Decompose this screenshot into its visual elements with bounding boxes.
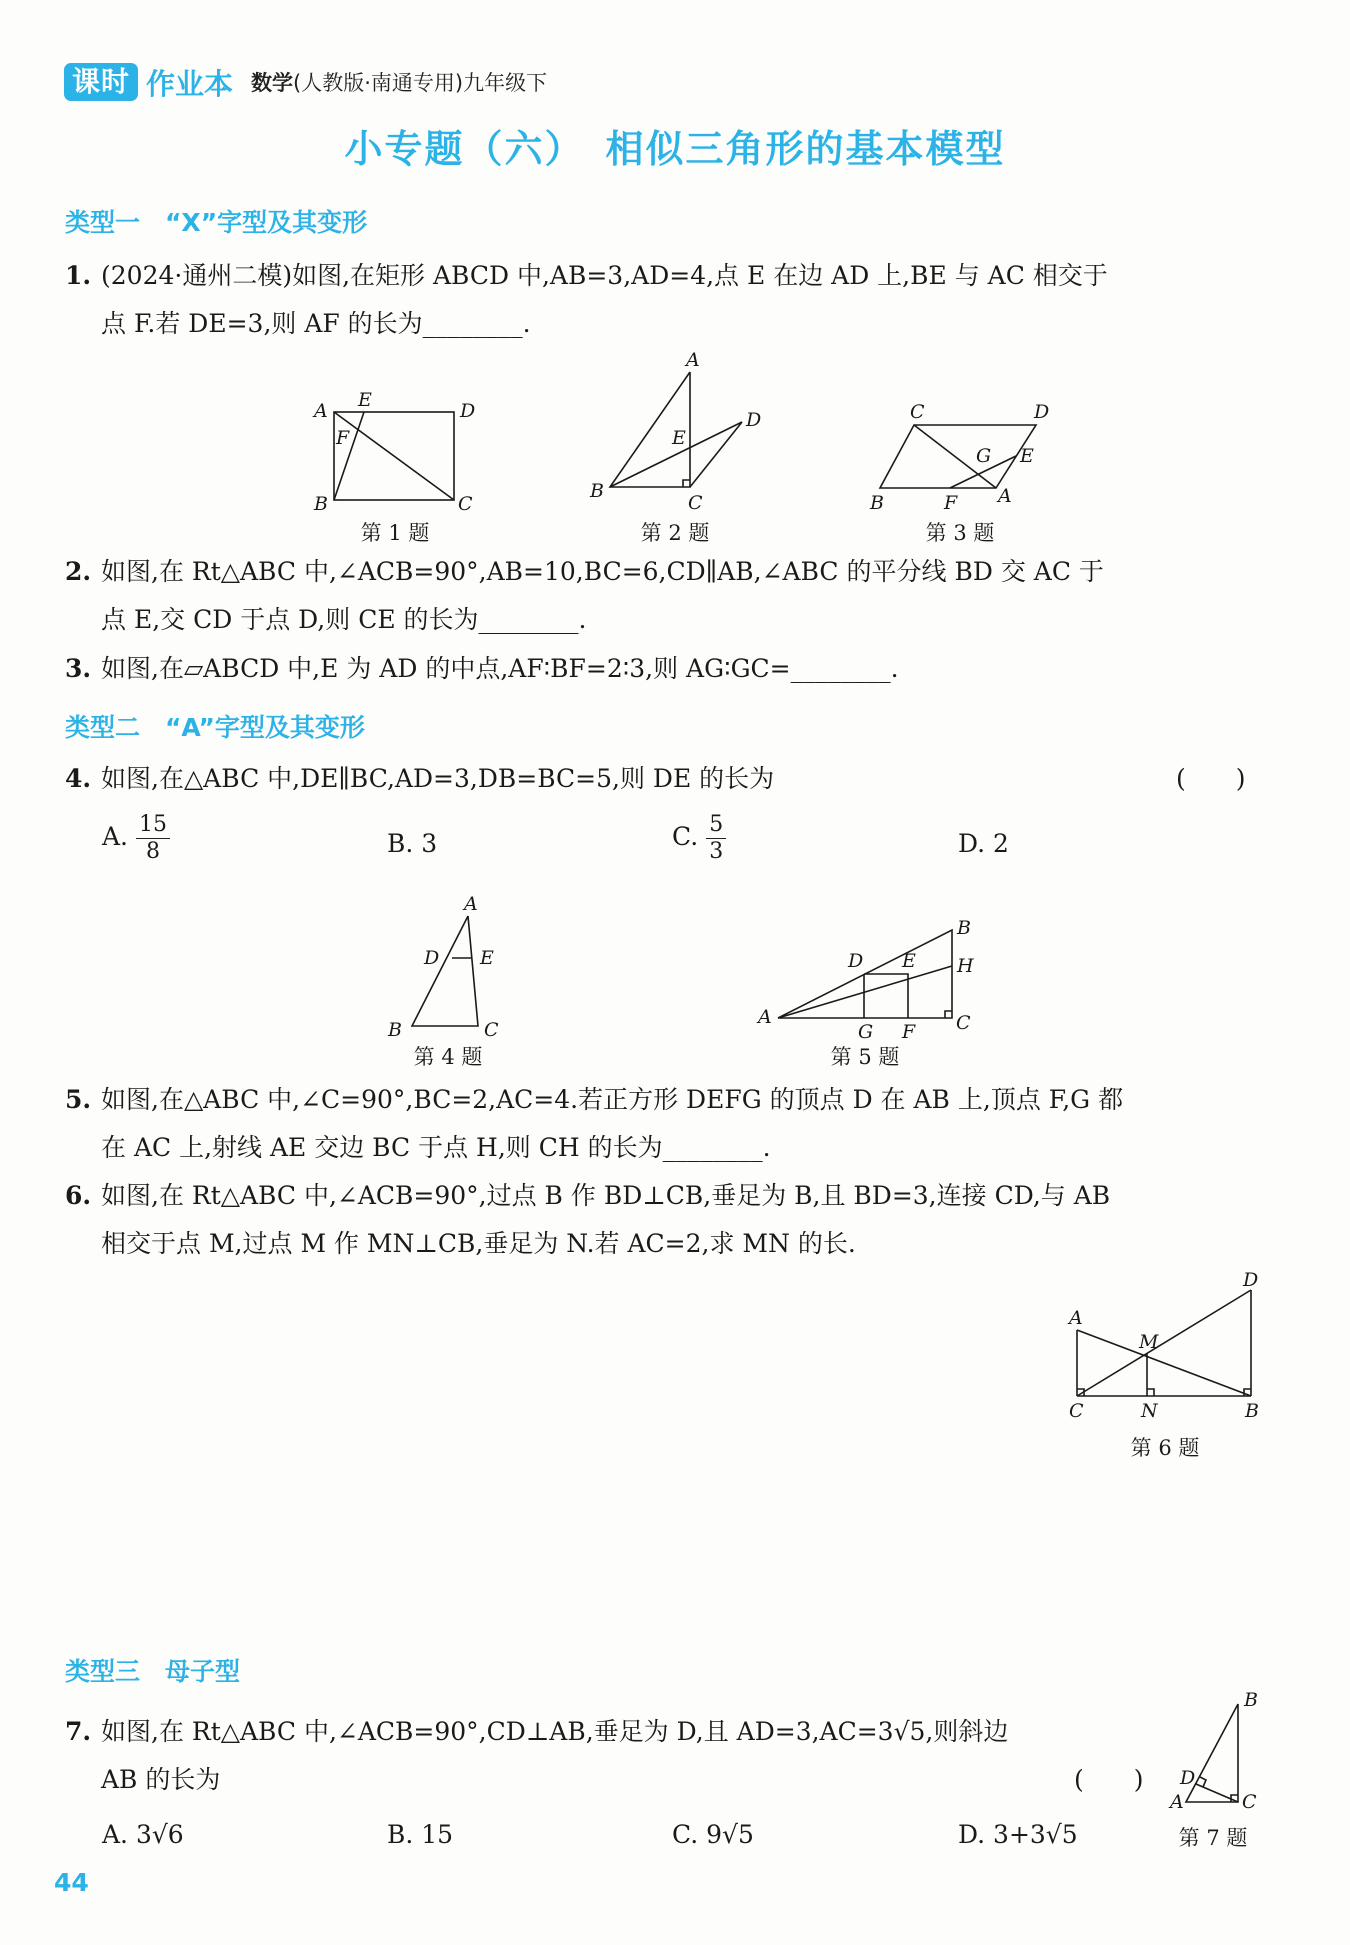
question-1 — [65, 252, 1265, 348]
section-type-2: 类型二 “A”字型及其变形 — [65, 713, 365, 742]
fig3-label-e: E — [1020, 445, 1034, 467]
figure-6 — [1055, 1272, 1275, 1432]
q5-line1: 如图,在△ABC 中,∠C=90°,BC=2,AC=4.若正方形 DEFG 的顶点 D 在 AB 上,顶点 F,G 都 — [101, 1085, 1124, 1114]
q4-option-c-numerator: 5 — [706, 812, 726, 839]
fig2-right-angle-mark — [683, 480, 690, 487]
fig6-label-m: M — [1139, 1331, 1159, 1353]
q7-line1: 如图,在 Rt△ABC 中,∠ACB=90°,CD⊥AB,垂足为 D,且 AD=3,AC=3√5,则斜边 — [101, 1717, 1009, 1746]
fig1-label-f: F — [336, 427, 350, 449]
fig1-segment-be — [334, 412, 364, 500]
q7-line2: AB 的长为 — [101, 1765, 221, 1794]
fig4-label-d: D — [424, 947, 440, 969]
q6-number: 6. — [65, 1181, 92, 1210]
fig3-label-c: C — [910, 401, 925, 423]
q1-number: 1. — [65, 261, 92, 290]
header-subtitle — [251, 67, 547, 97]
fig5-right-angle-mark — [945, 1011, 952, 1018]
q5-number: 5. — [65, 1085, 92, 1114]
fig6-label-b: B — [1245, 1400, 1259, 1422]
subject: 数学 — [251, 71, 294, 95]
figure-2 — [580, 352, 780, 517]
question-7 — [65, 1708, 1145, 1804]
fig7-caption: 第 7 题 — [1178, 1826, 1248, 1850]
q4-option-c — [672, 812, 726, 865]
fig6-label-d: D — [1243, 1272, 1259, 1291]
fig5-label-f: F — [902, 1021, 916, 1042]
page-title: 小专题（六） 相似三角形的基本模型 — [344, 127, 1006, 171]
q4-option-c-fraction — [706, 812, 726, 865]
fig4-label-b: B — [388, 1019, 402, 1038]
q4-option-a-denominator: 8 — [146, 839, 161, 864]
fig2-label-a: A — [686, 352, 700, 371]
q5-line2: 在 AC 上,射线 AE 交边 BC 于点 H,则 CH 的长为________. — [101, 1133, 771, 1162]
fig2-label-c: C — [688, 492, 703, 514]
fig3-label-f: F — [944, 492, 958, 514]
fig4-triangle-abc — [412, 916, 478, 1026]
fig1-label-e: E — [358, 390, 372, 411]
q7-option-b: B. 15 — [387, 1820, 454, 1849]
fig2-label-b: B — [590, 480, 604, 502]
fig2-caption: 第 2 题 — [640, 521, 710, 545]
fig3-label-a: A — [998, 485, 1012, 507]
q3-line1: 如图,在▱ABCD 中,E 为 AD 的中点,AF∶BF=2∶3,则 AG∶GC=________. — [101, 654, 899, 683]
brand-name: 作业本 — [146, 66, 234, 101]
q6-line2: 相交于点 M,过点 M 作 MN⊥CB,垂足为 N.若 AC=2,求 MN 的长. — [101, 1229, 856, 1258]
fig3-parallelogram — [880, 425, 1036, 488]
fig7-label-d: D — [1180, 1767, 1196, 1789]
fig6-segment-ab — [1077, 1330, 1251, 1396]
fig7-label-a: A — [1170, 1791, 1184, 1813]
q4-option-a-fraction — [136, 812, 170, 865]
q4-option-d: D. 2 — [958, 829, 1009, 858]
fig6-segment-cd — [1077, 1290, 1251, 1396]
fig5-label-e: E — [902, 950, 916, 972]
fig1-diagonal-ac — [334, 412, 454, 500]
figure-4 — [380, 888, 530, 1038]
fig2-label-e: E — [672, 427, 686, 449]
question-2 — [65, 548, 1265, 644]
question-3 — [65, 645, 1265, 693]
q7-answer-paren: ( ) — [1074, 1765, 1144, 1794]
fig1-caption: 第 1 题 — [360, 521, 430, 545]
logo: 课时 — [64, 63, 138, 101]
section-type-3: 类型三 母子型 — [65, 1657, 241, 1686]
header-brand — [64, 62, 547, 102]
section-type-1: 类型一 “X”字型及其变形 — [65, 208, 368, 237]
figure-7 — [1160, 1686, 1270, 1816]
fig5-label-d: D — [848, 950, 864, 972]
fig6-label-a: A — [1069, 1307, 1083, 1329]
fig3-caption: 第 3 题 — [925, 521, 995, 545]
fig5-label-c: C — [956, 1012, 971, 1034]
q4-option-c-label: C. — [672, 822, 699, 851]
question-5 — [65, 1076, 1265, 1172]
fig5-label-h: H — [957, 955, 974, 977]
q7-number: 7. — [65, 1717, 92, 1746]
q4-option-b: B. 3 — [387, 829, 438, 858]
fig2-segment-cd — [690, 422, 742, 487]
q3-number: 3. — [65, 654, 92, 683]
q7-option-d: D. 3+3√5 — [958, 1820, 1078, 1849]
figure-3 — [860, 392, 1080, 517]
fig5-label-g: G — [858, 1021, 874, 1042]
q7-option-a: A. 3√6 — [102, 1820, 184, 1849]
question-4 — [65, 755, 1265, 803]
fig6-right-angle-n — [1147, 1389, 1154, 1396]
q4-number: 4. — [65, 764, 92, 793]
fig7-label-c: C — [1242, 1791, 1257, 1813]
fig7-label-b: B — [1244, 1689, 1258, 1711]
fig1-label-c: C — [458, 493, 473, 515]
fig6-label-c: C — [1069, 1400, 1084, 1422]
fig4-caption: 第 4 题 — [413, 1045, 483, 1069]
fig4-label-e: E — [480, 947, 494, 969]
q1-line2: 点 F.若 DE=3,则 AF 的长为________. — [101, 309, 531, 338]
fig3-label-d: D — [1034, 401, 1050, 423]
fig1-label-a: A — [314, 400, 328, 422]
q6-line1: 如图,在 Rt△ABC 中,∠ACB=90°,过点 B 作 BD⊥CB,垂足为 B,且 BD=3,连接 CD,与 AB — [101, 1181, 1111, 1210]
q7-option-c: C. 9√5 — [672, 1820, 754, 1849]
q1-line1: (2024·通州二模)如图,在矩形 ABCD 中,AB=3,AD=4,点 E 在边 AD 上,BE 与 AC 相交于 — [101, 261, 1108, 290]
fig4-label-c: C — [484, 1019, 499, 1038]
fig5-caption: 第 5 题 — [830, 1045, 900, 1069]
q4-line1: 如图,在△ABC 中,DE∥BC,AD=3,DB=BC=5,则 DE 的长为 — [101, 764, 775, 793]
q4-answer-paren: ( ) — [1176, 764, 1246, 793]
q2-number: 2. — [65, 557, 92, 586]
q4-option-a-numerator: 15 — [136, 812, 170, 839]
edition: (人教版·南通专用)九年级下 — [293, 71, 548, 95]
fig3-label-b: B — [870, 492, 884, 514]
page-number: 44 — [54, 1868, 89, 1897]
q4-option-c-denominator: 3 — [709, 839, 724, 864]
fig6-label-n: N — [1141, 1400, 1158, 1422]
q4-option-a — [102, 812, 170, 865]
fig2-label-d: D — [746, 409, 762, 431]
q2-line1: 如图,在 Rt△ABC 中,∠ACB=90°,AB=10,BC=6,CD∥AB,∠ABC 的平分线 BD 交 AC 于 — [101, 557, 1104, 586]
fig5-label-b: B — [957, 917, 971, 939]
fig5-label-a: A — [758, 1006, 772, 1028]
fig6-caption: 第 6 题 — [1130, 1436, 1200, 1460]
fig1-label-b: B — [314, 493, 328, 515]
figure-1 — [300, 390, 500, 515]
fig4-label-a: A — [464, 893, 478, 915]
question-6 — [65, 1172, 1265, 1268]
fig3-label-g: G — [976, 445, 992, 467]
q2-line2: 点 E,交 CD 于点 D,则 CE 的长为________. — [101, 605, 587, 634]
q4-option-a-label: A. — [102, 822, 129, 851]
figure-5 — [750, 912, 990, 1042]
fig1-label-d: D — [460, 400, 476, 422]
